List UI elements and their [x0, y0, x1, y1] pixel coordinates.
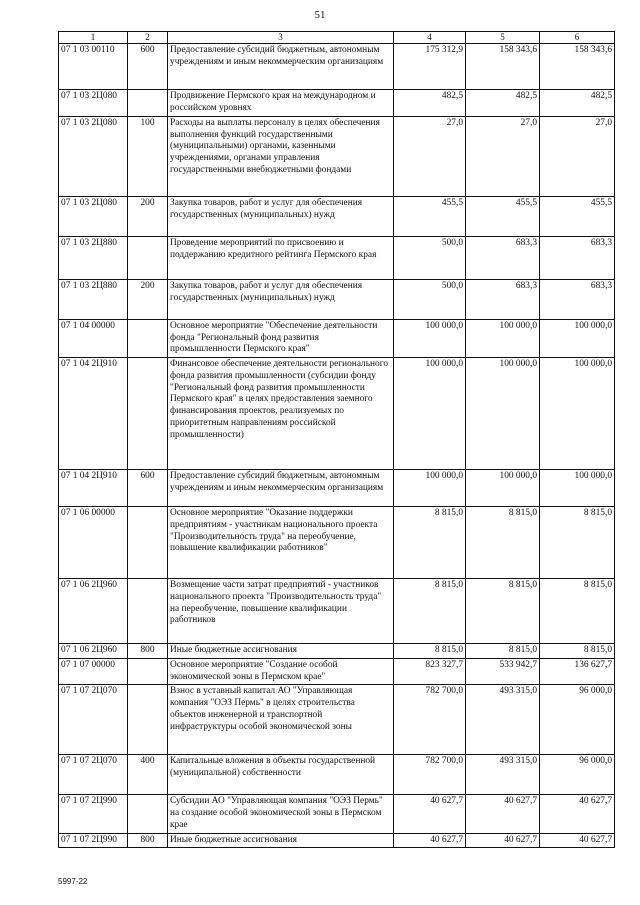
row-code-cell: 07 1 07 2Ц990 [59, 795, 128, 833]
row-value-col6: 158 343,6 [540, 44, 615, 90]
row-value-col4: 27,0 [394, 116, 466, 196]
row-code-cell: 07 1 04 00000 [59, 319, 128, 357]
page-number: 51 [314, 9, 326, 21]
row-kvr-cell: 800 [128, 833, 168, 848]
row-code-cell: 07 1 03 2Ц080 [59, 90, 128, 117]
row-code-cell: 07 1 06 2Ц960 [59, 579, 128, 644]
row-name-cell: Проведение мероприятий по присвоению и поддержанию кредитного рейтинга Пермского края [168, 236, 394, 279]
row-name-cell: Предоставление субсидий бюджетным, автономным учреждениям и иным некоммерческим организациям [168, 470, 394, 507]
row-kvr-cell [128, 236, 168, 279]
row-value-col5: 683,3 [466, 236, 540, 279]
table-row [59, 833, 615, 848]
row-value-col4: 100 000,0 [394, 470, 466, 507]
row-value-col4: 823 327,7 [394, 658, 466, 685]
row-kvr-cell [128, 358, 168, 470]
row-kvr-cell: 800 [128, 644, 168, 659]
row-code-cell: 07 1 03 2Ц880 [59, 279, 128, 319]
row-value-col4: 40 627,7 [394, 833, 466, 848]
table-row [59, 470, 615, 507]
row-code-cell: 07 1 04 2Ц910 [59, 470, 128, 507]
row-code-cell: 07 1 06 00000 [59, 507, 128, 579]
row-kvr-cell: 200 [128, 279, 168, 319]
row-code-cell: 07 1 03 00110 [59, 44, 128, 90]
row-value-col4: 8 815,0 [394, 507, 466, 579]
row-value-col6: 136 627,7 [540, 658, 615, 685]
row-name-cell: Основное мероприятие "Оказание поддержки предприятиям - участникам национального проекта "Производительность труда" на переобучение, повышение квалификации работников" [168, 507, 394, 579]
row-code-cell: 07 1 07 2Ц990 [59, 833, 128, 848]
row-name-cell: Закупка товаров, работ и услуг для обеспечения государственных (муниципальных) нужд [168, 196, 394, 236]
table-row [59, 658, 615, 685]
table-row [59, 90, 615, 117]
row-kvr-cell [128, 579, 168, 644]
row-code-cell: 07 1 04 2Ц910 [59, 358, 128, 470]
row-value-col5: 8 815,0 [466, 507, 540, 579]
row-code-cell: 07 1 06 2Ц960 [59, 644, 128, 659]
row-code-cell: 07 1 07 2Ц070 [59, 755, 128, 795]
row-value-col5: 100 000,0 [466, 470, 540, 507]
row-kvr-cell [128, 90, 168, 117]
row-value-col4: 8 815,0 [394, 644, 466, 659]
row-name-cell: Финансовое обеспечение деятельности регионального фонда развития промышленности (субсидии фонду "Региональный фонд развития промышленности Пермского края" в целях предоставления заемного финансирования проектов, реализуемых по приоритетным направлениям российской промышленности) [168, 358, 394, 470]
row-value-col6: 100 000,0 [540, 470, 615, 507]
row-kvr-cell [128, 319, 168, 357]
table-row [59, 795, 615, 833]
row-kvr-cell [128, 658, 168, 685]
table-row [59, 644, 615, 659]
table-row [59, 507, 615, 579]
row-value-col5: 493 315,0 [466, 755, 540, 795]
row-kvr-cell [128, 507, 168, 579]
row-name-cell: Субсидии АО "Управляющая компания "ОЭЗ Пермь" на создание особой экономической зоны в Пермском крае [168, 795, 394, 833]
column-header-2: 2 [128, 32, 168, 44]
table-row [59, 685, 615, 755]
row-name-cell: Возмещение части затрат предприятий - участников национального проекта "Производительность труда" на переобучение, повышение квалификации работников [168, 579, 394, 644]
row-value-col6: 455,5 [540, 196, 615, 236]
row-code-cell: 07 1 03 2Ц080 [59, 116, 128, 196]
row-value-col5: 8 815,0 [466, 579, 540, 644]
row-value-col4: 782 700,0 [394, 685, 466, 755]
row-value-col6: 96 000,0 [540, 755, 615, 795]
row-value-col4: 500,0 [394, 236, 466, 279]
row-value-col4: 175 312,9 [394, 44, 466, 90]
row-value-col4: 500,0 [394, 279, 466, 319]
table-header-row [59, 32, 615, 44]
column-header-3: 3 [168, 32, 394, 44]
row-value-col5: 100 000,0 [466, 358, 540, 470]
row-name-cell: Предоставление субсидий бюджетным, автономным учреждениям и иным некоммерческим организациям [168, 44, 394, 90]
row-code-cell: 07 1 07 2Ц070 [59, 685, 128, 755]
row-value-col5: 683,3 [466, 279, 540, 319]
row-value-col6: 8 815,0 [540, 507, 615, 579]
row-value-col5: 100 000,0 [466, 319, 540, 357]
table-row [59, 279, 615, 319]
row-kvr-cell [128, 685, 168, 755]
row-kvr-cell: 400 [128, 755, 168, 795]
row-name-cell: Расходы на выплаты персоналу в целях обеспечения выполнения функций государственными (муниципальными) органами, казенными учреждениями, органами управления государственными внебюджетными фондами [168, 116, 394, 196]
row-code-cell: 07 1 03 2Ц880 [59, 236, 128, 279]
row-name-cell: Капитальные вложения в объекты государственной (муниципальной) собственности [168, 755, 394, 795]
row-value-col6: 683,3 [540, 279, 615, 319]
row-value-col6: 40 627,7 [540, 795, 615, 833]
row-name-cell: Иные бюджетные ассигнования [168, 644, 394, 659]
row-value-col5: 40 627,7 [466, 833, 540, 848]
row-kvr-cell: 600 [128, 44, 168, 90]
row-kvr-cell: 600 [128, 470, 168, 507]
table-row [59, 319, 615, 357]
row-value-col4: 100 000,0 [394, 358, 466, 470]
row-value-col6: 8 815,0 [540, 644, 615, 659]
row-value-col5: 455,5 [466, 196, 540, 236]
row-value-col6: 100 000,0 [540, 358, 615, 470]
row-value-col6: 100 000,0 [540, 319, 615, 357]
row-name-cell: Иные бюджетные ассигнования [168, 833, 394, 848]
row-value-col4: 40 627,7 [394, 795, 466, 833]
column-header-1: 1 [59, 32, 128, 44]
row-value-col4: 100 000,0 [394, 319, 466, 357]
row-value-col4: 455,5 [394, 196, 466, 236]
row-value-col5: 40 627,7 [466, 795, 540, 833]
budget-table [58, 31, 615, 848]
row-value-col5: 533 942,7 [466, 658, 540, 685]
row-kvr-cell: 200 [128, 196, 168, 236]
row-value-col4: 8 815,0 [394, 579, 466, 644]
row-value-col6: 96 000,0 [540, 685, 615, 755]
column-header-5: 5 [466, 32, 540, 44]
row-value-col5: 158 343,6 [466, 44, 540, 90]
row-kvr-cell: 100 [128, 116, 168, 196]
row-value-col4: 782 700,0 [394, 755, 466, 795]
row-value-col5: 8 815,0 [466, 644, 540, 659]
row-kvr-cell [128, 795, 168, 833]
table-row [59, 755, 615, 795]
row-value-col5: 27,0 [466, 116, 540, 196]
row-name-cell: Взнос в уставный капитал АО "Управляющая компания "ОЭЗ Пермь" в целях строительства объектов инженерной и транспортной инфраструктуры особой экономической зоны [168, 685, 394, 755]
table-row [59, 196, 615, 236]
row-name-cell: Основное мероприятие "Создание особой экономической зоны в Пермском крае" [168, 658, 394, 685]
row-value-col5: 482,5 [466, 90, 540, 117]
footer-code: 5997-22 [58, 877, 88, 886]
row-value-col5: 493 315,0 [466, 685, 540, 755]
row-name-cell: Закупка товаров, работ и услуг для обеспечения государственных (муниципальных) нужд [168, 279, 394, 319]
row-code-cell: 07 1 03 2Ц080 [59, 196, 128, 236]
row-value-col6: 482,5 [540, 90, 615, 117]
column-header-4: 4 [394, 32, 466, 44]
table-row [59, 44, 615, 90]
table-row [59, 116, 615, 196]
table-row [59, 579, 615, 644]
column-header-6: 6 [540, 32, 615, 44]
table-row [59, 358, 615, 470]
row-value-col6: 40 627,7 [540, 833, 615, 848]
row-name-cell: Основное мероприятие "Обеспечение деятельности фонда "Региональный фонд развития промышленности Пермского края" [168, 319, 394, 357]
row-value-col6: 27,0 [540, 116, 615, 196]
row-value-col4: 482,5 [394, 90, 466, 117]
table-row [59, 236, 615, 279]
row-name-cell: Продвижение Пермского края на международном и российском уровнях [168, 90, 394, 117]
row-value-col6: 683,3 [540, 236, 615, 279]
row-value-col6: 8 815,0 [540, 579, 615, 644]
row-code-cell: 07 1 07 00000 [59, 658, 128, 685]
